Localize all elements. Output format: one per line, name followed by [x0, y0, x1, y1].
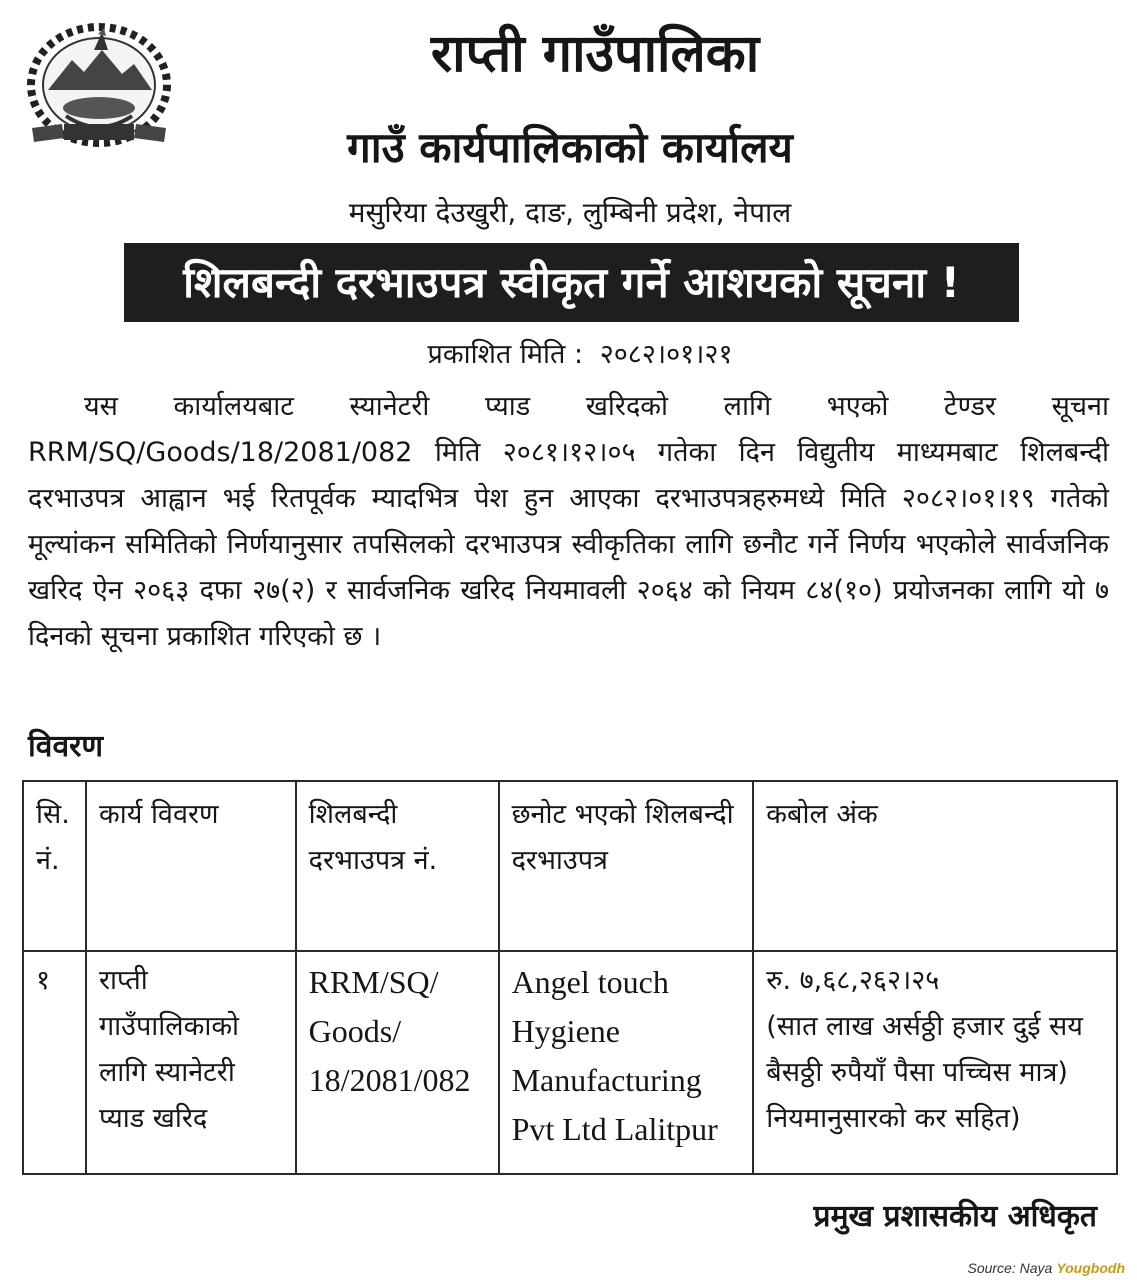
published-label: प्रकाशित मिति : — [427, 339, 584, 370]
cell-sn: १ — [23, 951, 86, 1174]
cell-selected-bidder: Angel touch Hygiene Manufacturing Pvt Ltd Lalitpur — [499, 951, 754, 1174]
cell-bid-no: RRM/SQ/ Goods/ 18/2081/082 — [296, 951, 499, 1174]
amount-figure: रु. ७,६८,२६२।२५ — [766, 965, 940, 996]
office-title: गाउँ कार्यपालिकाको कार्यालय — [347, 123, 793, 172]
cell-work: राप्ती गाउँपालिकाको लागि स्यानेटरी प्याड खरिद — [86, 951, 296, 1174]
source-brand: Yougbodh — [1056, 1260, 1125, 1276]
details-heading: विवरण — [28, 729, 104, 764]
published-date: २०८२।०१।२१ — [599, 339, 733, 370]
notice-body: यस कार्यालयबाट स्यानेटरी प्याड खरिदको लागि भएको टेण्डर सूचना RRM/SQ/Goods/18/2081/082 मिति २०८१।१२।०५ गतेका दिन विद्युतीय माध्यमबाट शिलबन्दी दरभाउपत्र आह्वान भई रितपूर्वक म्यादभित्र पेश हुन आएका दरभाउपत्रहरुमध्ये मिति २०८२।०१।१९ गतेको मूल्यांकन समितिको निर्णयानुसार तपसिलको दरभाउपत्र स्वीकृतिका लागि छनौट गर्ने निर्णय भएकोले सार्वजनिक खरिद ऐन २०६३ दफा २७(२) र सार्वजनिक खरिद नियमावली २०६४ को नियम ८४(१०) प्रयोजनका लागि यो ७ दिनको सूचना प्रकाशित गरिएको छ । — [28, 391, 1109, 652]
municipality-title: राप्ती गाउँपालिका — [430, 24, 760, 84]
details-table — [22, 780, 1118, 1175]
column-header-selected: छनोट भएको शिलबन्दी दरभाउपत्र — [499, 781, 754, 951]
column-header-bid-no: शिलबन्दी दरभाउपत्र नं. — [296, 781, 499, 951]
published-date-line — [250, 336, 910, 374]
amount-in-words: (सात लाख अर्सठ्ठी हजार दुई सय बैसठ्ठी रुपैयाँ पैसा पच्चिस मात्र) नियमानुसारको कर सहित) — [766, 1011, 1083, 1134]
table-header-row — [23, 781, 1117, 951]
table-row — [23, 951, 1117, 1174]
source-credit — [967, 1260, 1125, 1276]
nepal-emblem-icon — [24, 20, 174, 150]
notice-banner: शिलबन्दी दरभाउपत्र स्वीकृत गर्ने आशयको सूचना ! — [124, 243, 1019, 322]
cell-amount — [753, 951, 1117, 1174]
source-label: Source: Naya — [967, 1260, 1053, 1276]
signatory: प्रमुख प्रशासकीय अधिकृत — [813, 1199, 1097, 1234]
column-header-sn: सि. नं. — [23, 781, 86, 951]
address: मसुरिया देउखुरी, दाङ, लुम्बिनी प्रदेश, नेपाल — [348, 196, 792, 229]
column-header-amount: कबोल अंक — [753, 781, 1117, 951]
column-header-work: कार्य विवरण — [86, 781, 296, 951]
